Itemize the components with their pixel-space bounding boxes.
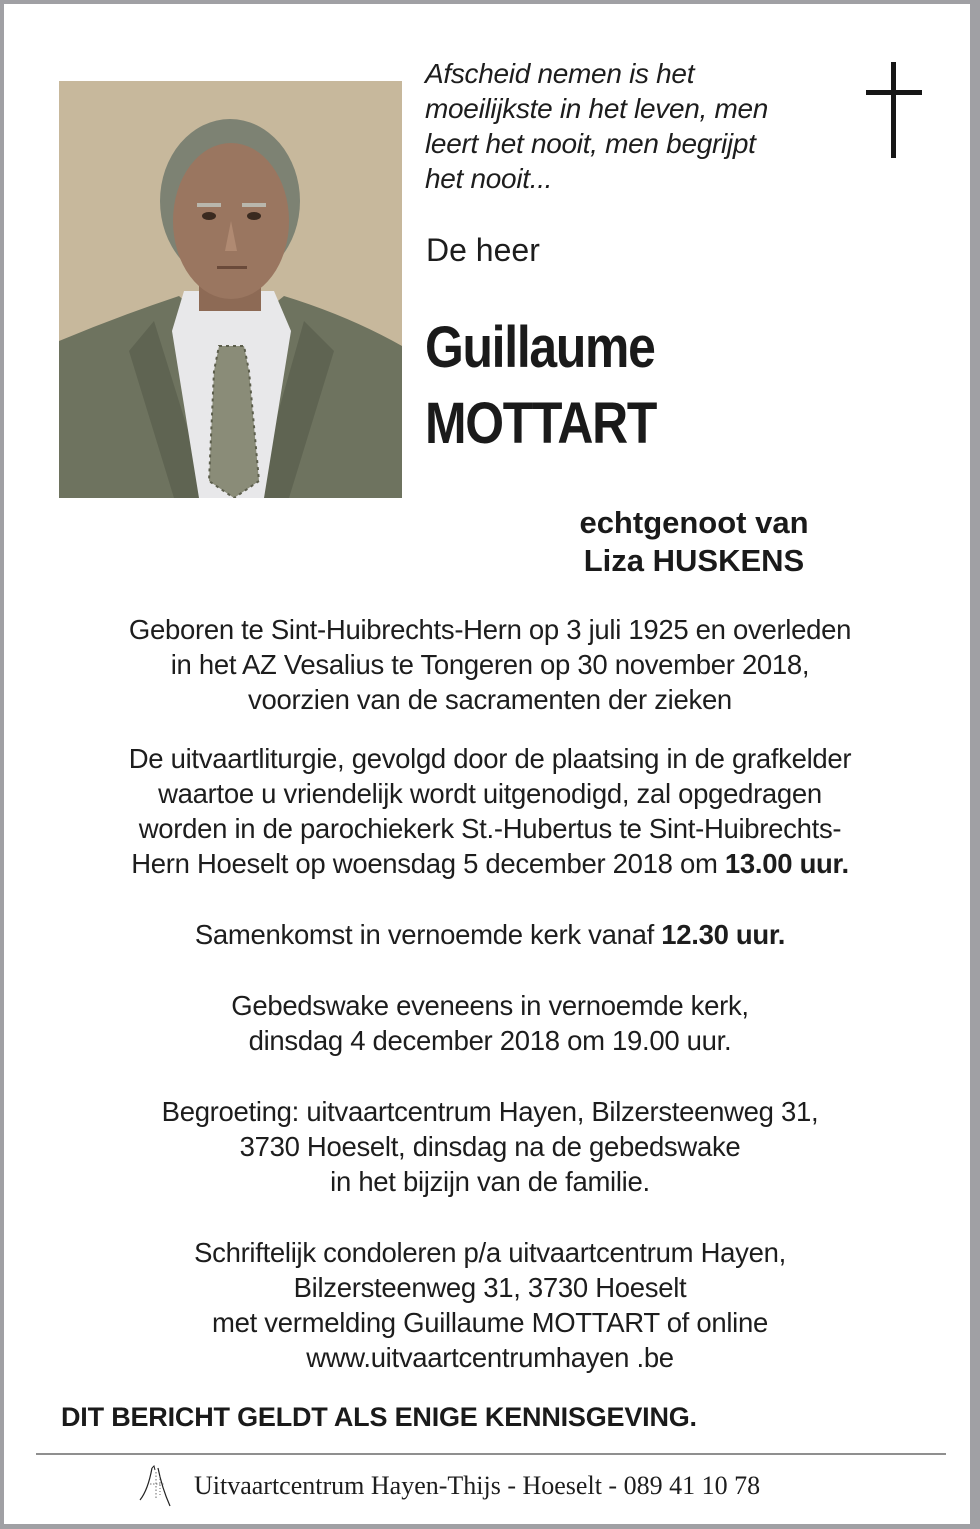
portrait-photo [59, 81, 402, 498]
text-line: met vermelding Guillaume MOTTART of online [212, 1307, 768, 1338]
text-line: voorzien van de sacramenten der zieken [248, 684, 732, 715]
text-line: Gebedswake eveneens in vernoemde kerk, [231, 990, 749, 1021]
wake-paragraph [40, 988, 940, 1058]
cross-icon [866, 62, 922, 158]
text-line [40, 846, 940, 881]
funeral-home-logo-icon [136, 1462, 184, 1510]
spouse-label: echtgenoot van [579, 505, 809, 540]
deceased-first-name: Guillaume [425, 315, 655, 380]
greeting-paragraph [40, 1094, 940, 1199]
notice-heading: DIT BERICHT GELDT ALS ENIGE KENNISGEVING. [61, 1402, 697, 1432]
website-link[interactable]: www.uitvaartcentrumhayen .be [306, 1342, 674, 1373]
text-line: waartoe u vriendelijk wordt uitgenodigd, zal opgedragen [158, 778, 822, 809]
text-line: Begroeting: uitvaartcentrum Hayen, Bilzersteenweg 31, [161, 1096, 819, 1127]
text-line [40, 917, 940, 952]
text-line: Geboren te Sint-Huibrechts-Hern op 3 juli 1925 en overleden [128, 614, 852, 645]
spouse-name: Liza HUSKENS [583, 543, 805, 578]
condolences-paragraph [40, 1235, 940, 1375]
birth-death-paragraph [40, 612, 940, 717]
gathering-text: Samenkomst in vernoemde kerk vanaf [194, 919, 662, 950]
deceased-last-name: MOTTART [425, 391, 657, 456]
quote-line: het nooit... [425, 163, 553, 194]
divider [36, 1453, 946, 1455]
text-line: 3730 Hoeselt, dinsdag na de gebedswake [239, 1131, 741, 1162]
honorific: De heer [426, 232, 540, 268]
quote-line: moeilijkste in het leven, men [425, 93, 769, 124]
text-line: in het bijzijn van de familie. [330, 1166, 650, 1197]
footer-text: Uitvaartcentrum Hayen-Thijs - Hoeselt - 089 41 10 78 [194, 1471, 761, 1500]
gathering-time: 12.30 uur. [661, 919, 786, 950]
gathering-paragraph [40, 917, 940, 952]
footer [136, 1461, 760, 1511]
text-line: Schriftelijk condoleren p/a uitvaartcentrum Hayen, [194, 1237, 786, 1268]
text-line: Bilzersteenweg 31, 3730 Hoeselt [293, 1272, 687, 1303]
text-line: in het AZ Vesalius te Tongeren op 30 november 2018, [170, 649, 810, 680]
quote-line: Afscheid nemen is het [425, 58, 695, 89]
text-line: dinsdag 4 december 2018 om 19.00 uur. [248, 1025, 732, 1056]
obituary-card [4, 4, 970, 1524]
quote-text [425, 56, 845, 196]
funeral-time: 13.00 uur. [724, 848, 849, 879]
deceased-name [425, 310, 656, 462]
quote-line: leert het nooit, men begrijpt [425, 128, 756, 159]
text-line: De uitvaartliturgie, gevolgd door de plaatsing in de grafkelder [128, 743, 852, 774]
text-line: worden in de parochiekerk St.-Hubertus te Sint-Huibrechts- [138, 813, 842, 844]
funeral-date-text: Hern Hoeselt op woensdag 5 december 2018 om [131, 848, 725, 879]
funeral-paragraph [40, 741, 940, 881]
spouse-block [484, 504, 904, 580]
